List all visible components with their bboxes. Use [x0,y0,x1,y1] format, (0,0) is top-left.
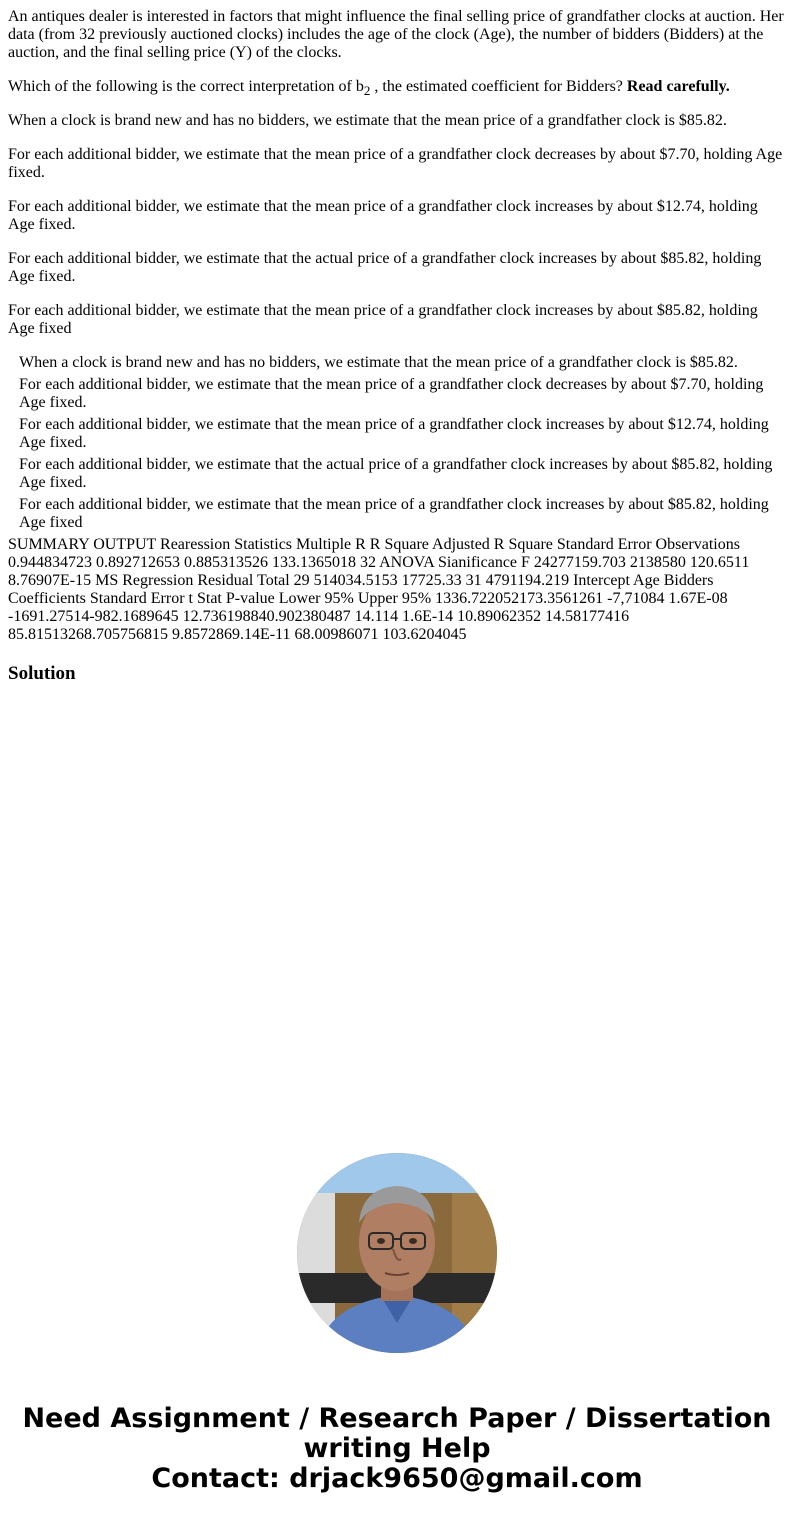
option-paragraph-4: For each additional bidder, we estimate that the actual price of a grandfather clock increases by about $85.82, holding Age fixed. [8,250,762,285]
author-photo [297,1153,497,1353]
answer-option-1[interactable]: When a clock is brand new and has no bidders, we estimate that the mean price of a grandfather clock is $85.82. [19,354,738,371]
banner-line-1: Need Assignment / Research Paper / Dissertation [22,1403,772,1434]
question-intro: An antiques dealer is interested in factors that might influence the final selling price of grandfather clocks at auction. Her data (from 32 previously auctioned clocks) includes the age of the clock (Age), the number of bidders (Bidders) at the auction, and the final selling price (Y) of the clocks. [8,8,784,61]
answer-option-3[interactable]: For each additional bidder, we estimate that the mean price of a grandfather clock increases by about $12.74, holding Age fixed. [19,416,769,451]
answer-option-2[interactable]: For each additional bidder, we estimate that the mean price of a grandfather clock decreases by about $7.70, holding Age fixed. [19,376,764,411]
author-portrait-image [297,1153,497,1353]
option-paragraph-3: For each additional bidder, we estimate that the mean price of a grandfather clock increases by about $12.74, holding Age fixed. [8,198,758,233]
banner-contact-email[interactable]: Contact: drjack9650@gmail.com [151,1463,643,1494]
question-prompt [8,78,786,96]
option-paragraph-2: For each additional bidder, we estimate that the mean price of a grandfather clock decreases by about $7.70, holding Age fixed. [8,146,783,181]
prompt-subscript: 2 [363,83,371,98]
option-paragraph-5: For each additional bidder, we estimate that the mean price of a grandfather clock increases by about $85.82, holding Age fixed [8,302,758,337]
prompt-text: Which of the following is the correct interpretation of b [8,78,364,95]
answer-option-4[interactable]: For each additional bidder, we estimate that the actual price of a grandfather clock increases by about $85.82, holding Age fixed. [19,456,773,491]
answer-option-5[interactable]: For each additional bidder, we estimate that the mean price of a grandfather clock increases by about $85.82, holding Age fixed [19,496,769,531]
solution-heading: Solution [8,663,76,684]
question-content [8,8,786,685]
option-paragraph-1: When a clock is brand new and has no bidders, we estimate that the mean price of a grandfather clock is $85.82. [8,112,727,129]
prompt-text-continued: , the estimated coefficient for Bidders? [370,78,627,95]
prompt-emphasis: Read carefully. [626,78,730,95]
regression-summary-output: SUMMARY OUTPUT Rearession Statistics Multiple R R Square Adjusted R Square Standard Error Observations 0.944834723 0.892712653 0.885313526 133.1365018 32 ANOVA Sianificance F 24277159.703 2138580 120.6511 8.76907E-15 MS Regression Residual Total 29 514034.5153 17725.33 31 4791194.219 Intercept Age Bidders Coefficients Standard Error t Stat P-value Lower 95% Upper 95% 1336.722052173.3561261 -7,71084 1.67E-08 -1691.27514-982.1689645 12.736198840.902380487 14.114 1.6E-14 10.89062352 14.58177416 85.81513268.705756815 9.8572869.14E-11 68.00986071 103.6204045 [8,536,750,643]
help-contact-banner [0,1404,794,1494]
banner-line-2: writing Help [303,1433,491,1464]
answer-options-list [8,354,786,532]
